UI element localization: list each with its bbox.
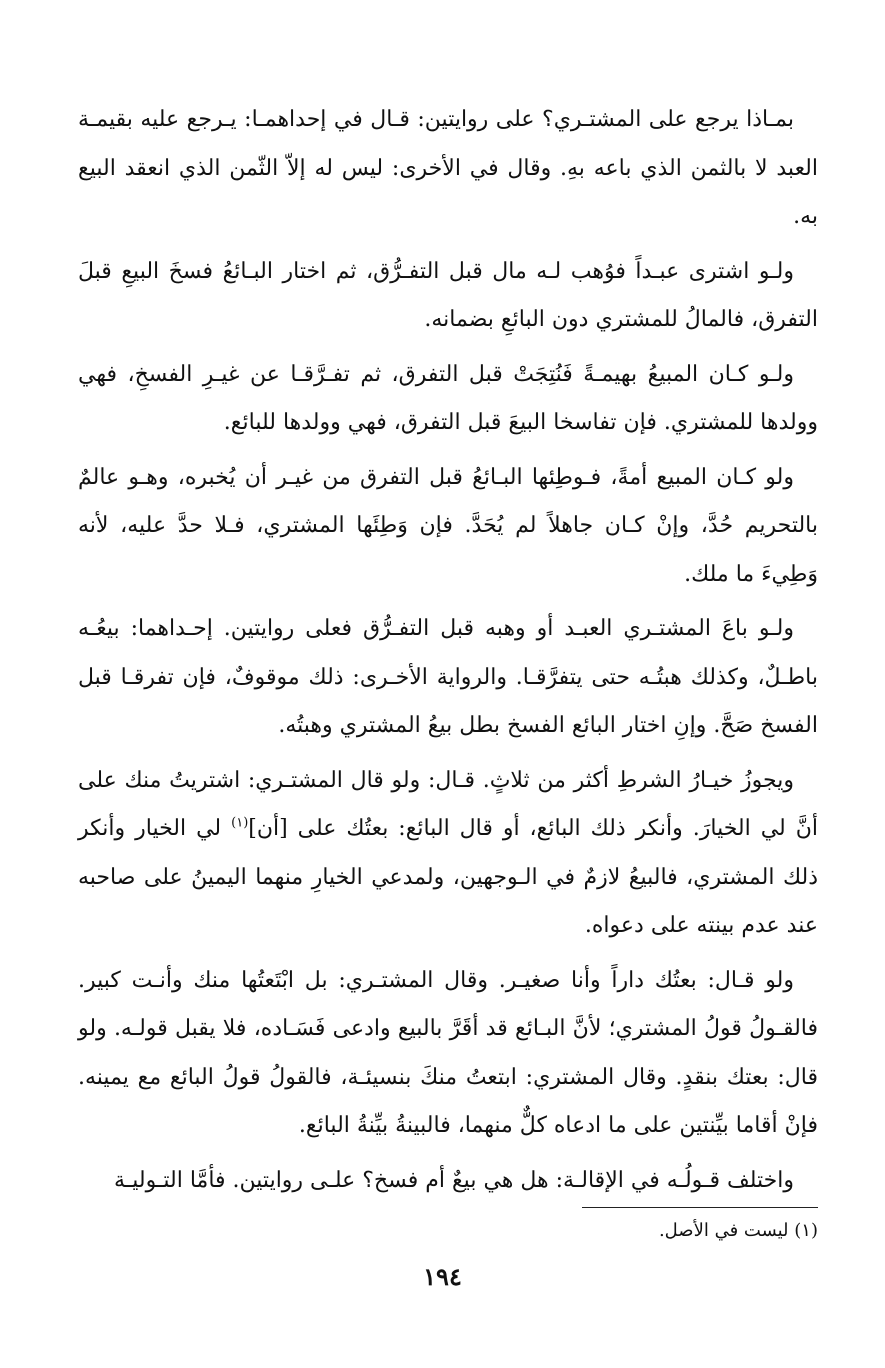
- footnote-marker: (١): [231, 815, 249, 831]
- paragraph-slave-woman: ولو كـان المبيع أمةً، فـوطِئها البـائعُ قبل التفرق من غيـر أن يُخبره، وهـو عالمٌ بالتحريم حُدَّ، وإنْ كـان جاهلاً لم يُحَدَّ. فإن وَطِئَها المشتري، فـلا حدَّ عليه، لأنه وَطِيءَ ما ملك.: [78, 464, 818, 587]
- page-body: [78, 96, 818, 1211]
- footnote: (١) ليست في الأصل.: [658, 1220, 818, 1241]
- paragraph-return-to-buyer: بمـاذا يرجع على المشتـري؟ على روايتين: قـال في إحداهمـا: يـرجع عليه بقيمـة العبد لا بالثمن الذي باعه بهِ. وقال في الأخرى: ليس له إلاّ الثّمن الذي انعقد البيع به.: [78, 107, 818, 229]
- paragraph-animal-offspring: ولـو كـان المبيعُ بهيمـةً فَنُتِجَتْ قبل التفرق، ثم تفـرَّقـا عن غيـرِ الفسخِ، فهي وولدها للمشتري. فإن تفاسخا البيعَ قبل التفرق، فهي وولدها للبائع.: [78, 361, 818, 435]
- paragraph-sold-house: ولو قـال: بعتُك داراً وأنا صغيـر. وقال المشتـري: بل ابْتَعتُها منك وأنـت كبير. فالقـولُ قولُ المشتري؛ لأنَّ البـائع قد أقَرَّ بالبيع وادعى فَسَـاده، فلا يقبل قولـه. ولو قال: بعتك بنقدٍ. وقال المشتري: ابتعتُ منكَ بنسيئـة، فالقولُ قولُ البائع مع يمينه. فإنْ أقاما بيِّنتين على ما ادعاه كلٌّ منهما، فالبينةُ بيِّنةُ البائع.: [78, 967, 818, 1138]
- paragraph-option-condition-tail: لي الخيار: [135, 816, 232, 841]
- paragraph-sale-before-separation: ولـو باعَ المشتـري العبـد أو وهبه قبل التفـرُّق فعلى روايتين. إحـداهما: بيعُـه باطـلٌ، وكذلك هبتُـه حتى يتفرَّقـا. والرواية الأخـرى: ذلك موقوفٌ، فإن تفرقـا قبل الفسخ صَحَّ. وإنِ اختار البائع الفسخ بطل بيعُ المشتري وهبتُه.: [78, 616, 818, 738]
- paragraph-gifted-slave: ولـو اشترى عبـداً فوُهب لـه مال قبل التفـرُّق، ثم اختار البـائعُ فسخَ البيعِ قبلَ التفرق، فالمالُ للمشتري دون البائعِ بضمانه.: [78, 258, 818, 332]
- paragraph-option-condition-rest: وأنكر ذلك المشتري، فالبيعُ لازمٌ في الـوجهين، ولمدعي الخيارِ منهما اليمينُ على صاحبه عند عدم بينته على دعواه.: [78, 816, 818, 938]
- footnote-separator: [582, 1207, 818, 1208]
- paragraph-cancellation: واختلف قـولُـه في الإقالـة: هل هي بيعٌ أم فسخ؟ علـى روايتين. فأمَّا التـوليـة: [114, 1167, 794, 1193]
- page-number: ١٩٤: [423, 1262, 462, 1291]
- paragraph-option-condition-text: ويجوزُ خيـارُ الشرطِ أكثر من ثلاثٍ. قـال: ولو قال المشتـري: اشتريتُ منك على أنَّ لي الخيارَ. وأنكر ذلك البائع، أو قال البائع: بعتُك على [أن]: [78, 767, 818, 841]
- paragraph-option-condition: [78, 757, 818, 951]
